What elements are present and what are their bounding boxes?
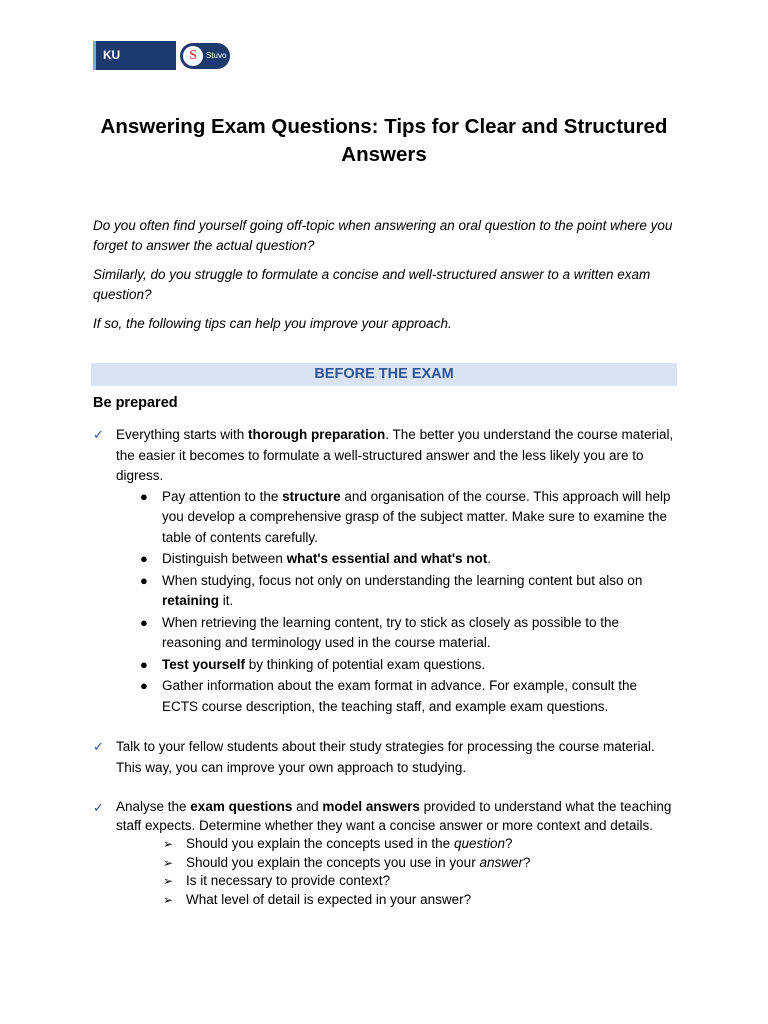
arrow-bullet-icon: ➢ (163, 892, 174, 907)
bullet-icon: ● (140, 551, 148, 566)
check-item-text: Everything starts with thorough preparation. The better you understand the course material, the easier it becomes to formulate a well-structured answer and the less likely you are to digress. (116, 427, 674, 483)
checkmark-icon: ✓ (93, 800, 104, 815)
preparation-bullet-list (116, 487, 676, 718)
list-item: ● When retrieving the learning content, try to stick as closely as possible to the reasoning and terminology used in the course material. (140, 614, 619, 650)
arrow-bullet-icon: ➢ (163, 837, 174, 851)
list-item: ➢ Should you explain the concepts you use in your answer? (116, 854, 676, 873)
list-item: ● Distinguish between what's essential and what's not. (116, 549, 676, 570)
list-item: ➢ Should you explain the concepts used in the question? (116, 835, 676, 854)
section-band-before-exam: BEFORE THE EXAM (91, 363, 677, 386)
checkmark-icon: ✓ (93, 427, 104, 442)
bullet-icon: ● (140, 614, 148, 630)
subheading-be-prepared: Be prepared (93, 395, 178, 411)
list-item: ● Gather information about the exam format in advance. For example, consult the ECTS course description, the teaching staff, and example exam questions. (140, 678, 637, 714)
page-title: Answering Exam Questions: Tips for Clear and Structured Answers (100, 115, 668, 166)
intro-paragraph: Similarly, do you struggle to formulate a concise and well-structured answer to a written exam question? (93, 267, 651, 302)
ku-leuven-logo: KU LEUVEN (93, 41, 176, 70)
intro-paragraph: Do you often find yourself going off-topic when answering an oral question to the point where you forget to answer the actual question? (93, 218, 673, 253)
list-item: ● When studying, focus not only on understanding the learning content but also on retaining it. (140, 572, 643, 608)
check-item-text: Analyse the exam questions and model answers provided to understand what the teaching staff expects. Determine whether they want a concise answer or more context and details. (116, 799, 672, 833)
stuvo-icon: S (183, 46, 203, 66)
bullet-icon: ● (140, 678, 148, 693)
bullet-icon: ● (140, 656, 148, 672)
stuvo-logo (180, 43, 230, 69)
list-item: ➢ What level of detail is expected in your answer? (116, 891, 676, 910)
list-item: ● Pay attention to the structure and organisation of the course. This approach will help you develop a comprehensive grasp of the subject matter. Make sure to examine the table of contents carefully. (140, 488, 671, 545)
checkmark-icon: ✓ (93, 739, 104, 754)
list-item: ➢ Is it necessary to provide context? (116, 872, 676, 891)
intro-questions (93, 216, 675, 344)
list-item: ● Test yourself by thinking of potential exam questions. (116, 655, 676, 676)
check-item-text: Talk to your fellow students about their study strategies for processing the course material. This way, you can improve your own approach to studying. (116, 739, 655, 775)
stuvo-logo-text: Stuvo (206, 51, 227, 60)
arrow-bullet-icon: ➢ (163, 855, 174, 870)
bullet-icon: ● (140, 488, 148, 504)
arrow-bullet-icon: ➢ (163, 874, 174, 888)
header-logos (93, 41, 230, 91)
analyse-arrow-list (116, 835, 676, 909)
bullet-icon: ● (140, 572, 148, 588)
intro-paragraph: If so, the following tips can help you improve your approach. (93, 316, 452, 331)
